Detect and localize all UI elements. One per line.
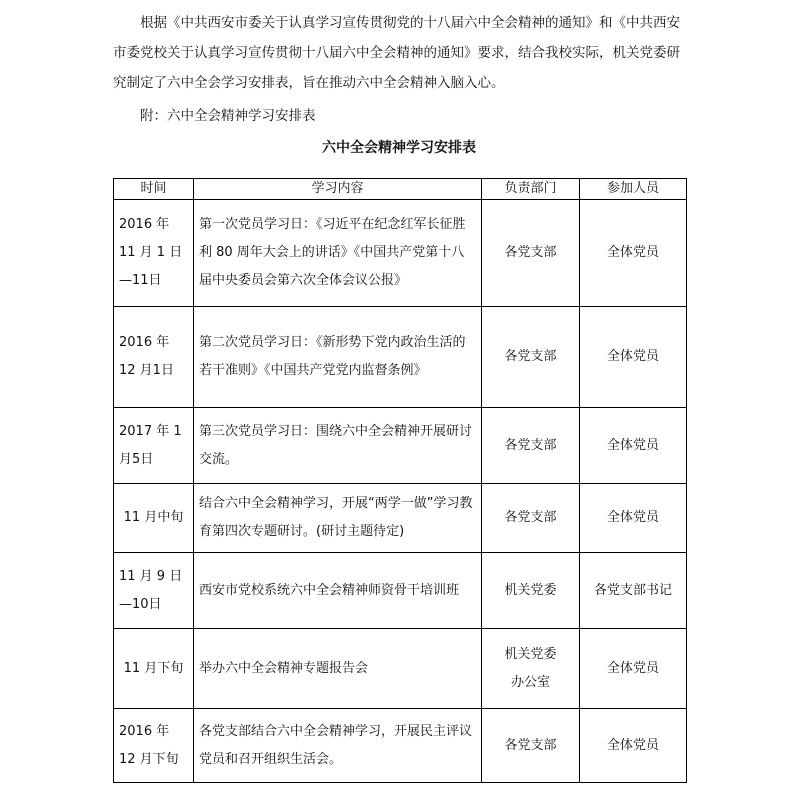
table-row: [114, 408, 687, 484]
row-time: 11 月 9 日—10日: [114, 553, 194, 629]
row-people: 全体党员: [580, 200, 687, 307]
row-people: 全体党员: [580, 307, 687, 408]
row-dept: 机关党委办公室: [482, 629, 580, 709]
table-row: [114, 629, 687, 709]
row-content: 举办六中全会精神专题报告会: [194, 629, 482, 709]
row-dept: 各党支部: [482, 408, 580, 484]
header-time: 时间: [114, 179, 194, 200]
row-people: 全体党员: [580, 629, 687, 709]
row-time: 11 月下旬: [114, 629, 194, 709]
table-row: [114, 484, 687, 553]
row-time: 2017 年 1 月5日: [114, 408, 194, 484]
table-header-row: [114, 179, 687, 200]
row-people: 全体党员: [580, 484, 687, 553]
header-dept: 负责部门: [482, 179, 580, 200]
table-title: 六中全会精神学习安排表: [322, 140, 476, 156]
schedule-table: [113, 178, 687, 783]
row-content: 第一次党员学习日：《习近平在纪念红军长征胜利 80 周年大会上的讲话》《中国共产党第十八届中央委员会第六次全体会议公报》: [194, 200, 482, 307]
row-time: 2016 年 12 月1日: [114, 307, 194, 408]
table-row: [114, 307, 687, 408]
row-dept: 各党支部: [482, 307, 580, 408]
header-people: 参加人员: [580, 179, 687, 200]
header-content: 学习内容: [194, 179, 482, 200]
row-dept: 各党支部: [482, 709, 580, 783]
table-row: [114, 709, 687, 783]
row-content: 第二次党员学习日：《新形势下党内政治生活的若干准则》《中国共产党党内监督条例》: [194, 307, 482, 408]
row-time: 2016 年 11 月 1 日—11日: [114, 200, 194, 307]
attachment-note: 附：六中全会精神学习安排表: [140, 108, 316, 124]
row-dept: 各党支部: [482, 200, 580, 307]
row-people: 全体党员: [580, 709, 687, 783]
row-time: 11 月中旬: [114, 484, 194, 553]
table-row: [114, 200, 687, 307]
row-content: 第三次党员学习日：围绕六中全会精神开展研讨交流。: [194, 408, 482, 484]
row-content: 西安市党校系统六中全会精神师资骨干培训班: [194, 553, 482, 629]
row-content: 结合六中全会精神学习，开展“两学一做”学习教育第四次专题研讨。(研讨主题待定): [194, 484, 482, 553]
row-dept: 各党支部: [482, 484, 580, 553]
row-content: 各党支部结合六中全会精神学习，开展民主评议党员和召开组织生活会。: [194, 709, 482, 783]
row-time: 2016 年 12 月下旬: [114, 709, 194, 783]
row-people: 全体党员: [580, 408, 687, 484]
table-row: [114, 553, 687, 629]
row-people: 各党支部书记: [580, 553, 687, 629]
intro-paragraph: 根据《中共西安市委关于认真学习宣传贯彻党的十八届六中全会精神的通知》和《中共西安市委党校关于认真学习宣传贯彻十八届六中全会精神的通知》要求，结合我校实际，机关党委研究制定了六中全会学习安排表，旨在推动六中全会精神入脑入心。: [113, 15, 680, 91]
row-dept: 机关党委: [482, 553, 580, 629]
